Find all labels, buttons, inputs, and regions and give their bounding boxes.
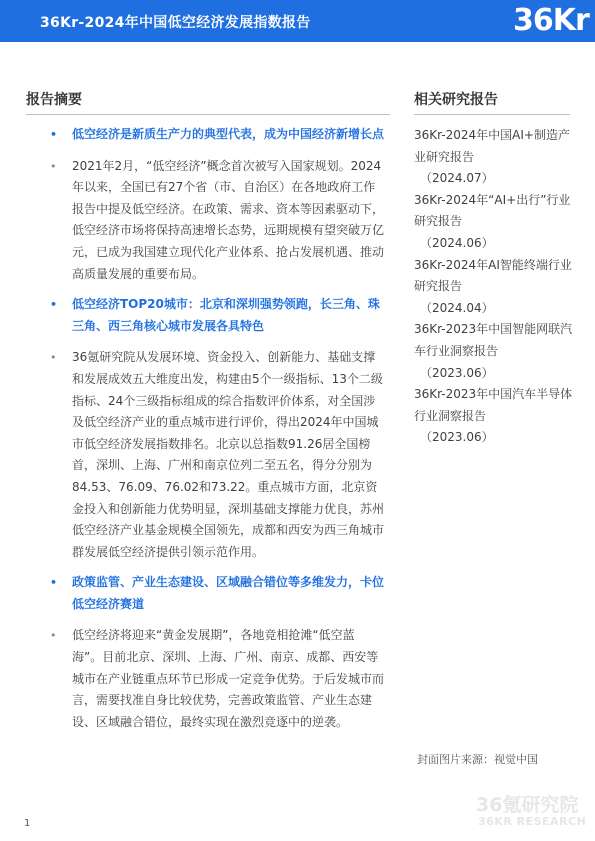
related-report-item[interactable]	[414, 384, 574, 449]
summary-paragraph: • 低空经济将迎来“黄金发展期”，各地竞相抢滩“低空蓝海”。目前北京、深圳、上海、广州、南京、成都、西安等城市在产业链重点环节已形成一定竞争优势。于后发城市而言，需要找准自身比较优势，完善政策监管、产业生态建设、区域融合错位，最终实现在激烈竞逐中的逆袭。	[50, 625, 384, 733]
related-report-name[interactable]: 36Kr-2024年中国AI+制造产业研究报告	[414, 128, 570, 164]
summary-paragraph: • 2021年2月，“低空经济”概念首次被写入国家规划。2024年以来，全国已有27个省（市、自治区）在各地政府工作报告中提及低空经济。在政策、需求、资本等因素驱动下，低空经济市场将保持高速增长态势，远期规模有望突破万亿元，已成为我国建立现代化产业体系、抢占发展机遇、推动高质量发展的重要布局。	[50, 156, 384, 286]
page-number: 1	[24, 818, 31, 829]
related-report-date: （2024.04）	[420, 300, 494, 315]
related-report-date: （2024.07）	[420, 171, 494, 186]
summary-paragraph: • 36氪研究院从发展环境、资金投入、创新能力、基础支撑和发展成效五大维度出发，构建由5个一级指标、13个二级指标、24个三级指标组成的综合指数评价体系，对全国涉及低空经济产业的重点城市进行评价，得出2024年中国城市低空经济发展指数排名。北京以总指数91.26居全国榜首，深圳、上海、广州和南京位列二至五名，得分分别为84.53、76.09、76.02和73.22。重点城市方面，北京资金投入和创新能力优势明显，深圳基础支撑能力优良，苏州低空经济产业基金规模全国领先，成都和西安为西三角城市群发展低空经济提供引领示范作用。	[50, 347, 384, 563]
related-section-title: 相关研究报告	[414, 89, 570, 115]
cover-image-source: 封面图片来源：视觉中国	[417, 753, 538, 766]
related-report-date: （2023.06）	[420, 430, 494, 445]
related-report-name[interactable]: 36Kr-2024年“AI+出行”行业研究报告	[414, 192, 571, 229]
header-bar	[0, 0, 595, 42]
related-report-item[interactable]	[414, 125, 574, 190]
watermark-cn: 36氪研究院	[476, 794, 579, 816]
related-report-date: （2023.06）	[420, 365, 494, 380]
summary-highlight: • 低空经济是新质生产力的典型代表，成为中国经济新增长点	[50, 124, 384, 146]
related-report-item[interactable]	[414, 255, 574, 320]
related-report-name[interactable]: 36Kr-2024年AI智能终端行业研究报告	[414, 257, 572, 294]
related-report-item[interactable]	[414, 190, 574, 255]
related-report-item[interactable]	[414, 319, 574, 384]
related-report-name[interactable]: 36Kr-2023年中国智能网联汽车行业洞察报告	[414, 322, 573, 358]
report-title: 36Kr-2024年中国低空经济发展指数报告	[40, 15, 311, 31]
watermark-en: 36KR RESEARCH	[478, 815, 587, 828]
related-report-date: （2024.06）	[420, 235, 494, 250]
summary-section-title: 报告摘要	[26, 89, 390, 115]
summary-list	[50, 124, 384, 742]
related-report-name[interactable]: 36Kr-2023年中国汽车半导体行业洞察报告	[414, 387, 573, 423]
summary-highlight: • 低空经济TOP20城市：北京和深圳强势领跑，长三角、珠三角、西三角核心城市发展各具特色	[50, 294, 384, 337]
summary-highlight: • 政策监管、产业生态建设、区域融合错位等多维发力，卡位低空经济赛道	[50, 572, 384, 615]
logo-36kr: 36Kr	[513, 3, 589, 38]
related-reports-list	[414, 125, 574, 449]
